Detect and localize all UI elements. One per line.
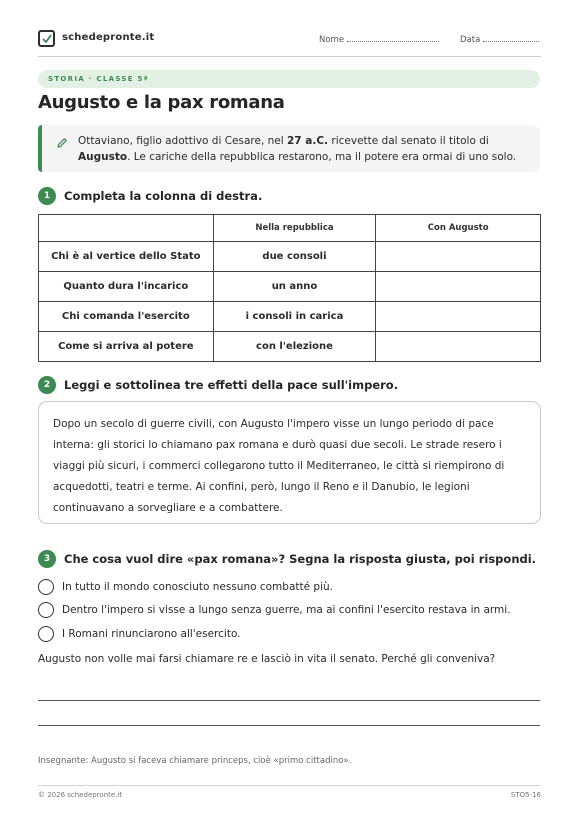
answer-line[interactable] [38,700,540,701]
reading-text: Dopo un secolo di guerre civili, con Augusto l'impero visse un lungo periodo di pace interna: gli storici lo chiamano pax romana e durò quasi due secoli. Le strade resero i viaggi più sicuri, i commerci collegarono tutto il Mediterraneo, le città si riempirono di acquedotti, teatri e terme. Ai confini, però, lungo il Reno e il Danubio, le legioni continuavano a sorvegliare e a combattere. [53,418,505,514]
subject-badge: STORIA · CLASSE 5ª [38,70,540,88]
radio-circle-icon[interactable] [38,626,54,642]
comparison-table [38,214,541,362]
table-row [39,302,541,332]
table-header-cell [39,215,214,242]
reading-box [38,401,541,524]
radio-circle-icon[interactable] [38,602,54,618]
answer-option-text: Dentro l'impero si visse a lungo senza guerre, ma ai confini l'esercito restava in armi. [62,604,511,616]
question-3-number: 3 [38,550,56,568]
footer-divider [38,785,541,786]
question-1-number: 1 [38,187,56,205]
checkbox-logo-icon [38,30,55,47]
intro-title-augusto: Augusto [78,151,128,163]
answer-option-text: In tutto il mondo conosciuto nessuno combatté più. [62,581,333,593]
answer-option-text: I Romani rinunciarono all'esercito. [62,628,241,640]
table-row [39,242,541,272]
footer-code: STO5-16 [510,791,541,799]
row-label: Chi è al vertice dello Stato [39,242,214,272]
radio-circle-icon[interactable] [38,579,54,595]
page-title: Augusto e la pax romana [38,92,285,113]
intro-date: 27 a.C. [287,135,329,147]
table-header-cell: Nella repubblica [213,215,376,242]
teacher-note: Insegnante: Augusto si faceva chiamare princeps, cioè «primo cittadino». [38,756,352,766]
augusto-answer-cell[interactable] [376,272,541,302]
nome-blank [347,36,439,42]
repubblica-cell: un anno [213,272,376,302]
row-label: Come si arriva al potere [39,332,214,362]
pencil-icon [56,137,68,149]
question-1-text: Completa la colonna di destra. [64,189,263,203]
intro-box [38,125,540,172]
table-header-row [39,215,541,242]
brand-name: schedepronte.it [62,32,155,43]
repubblica-cell: due consoli [213,242,376,272]
repubblica-cell: i consoli in carica [213,302,376,332]
row-label: Chi comanda l'esercito [39,302,214,332]
table-row [39,272,541,302]
nome-field [319,35,439,45]
augusto-answer-cell[interactable] [376,302,541,332]
table-header-cell: Con Augusto [376,215,541,242]
row-label: Quanto dura l'incarico [39,272,214,302]
nome-label: Nome [319,35,345,45]
table-row [39,332,541,362]
answer-line[interactable] [38,725,540,726]
repubblica-cell: con l'elezione [213,332,376,362]
data-label: Data [460,35,481,45]
header-divider [38,56,541,57]
augusto-answer-cell[interactable] [376,242,541,272]
question-2-text: Leggi e sottolinea tre effetti della pace sull'impero. [64,378,399,392]
question-2-number: 2 [38,376,56,394]
footer-copyright: © 2026 schedepronte.it [38,791,123,799]
page-header [38,30,541,50]
open-question: Augusto non volle mai farsi chiamare re e lasciò in vita il senato. Perché gli conveniva? [38,653,496,665]
intro-text: Ottaviano, figlio adottivo di Cesare, nel 27 a.C. ricevette dal senato il titolo di Augusto. Le cariche della repubblica restarono, ma il potere era ormai di uno solo. [78,135,517,163]
data-blank [483,36,539,42]
augusto-answer-cell[interactable] [376,332,541,362]
data-field [460,35,539,45]
question-3-text: Che cosa vuol dire «pax romana»? Segna la risposta giusta, poi rispondi. [64,552,537,566]
